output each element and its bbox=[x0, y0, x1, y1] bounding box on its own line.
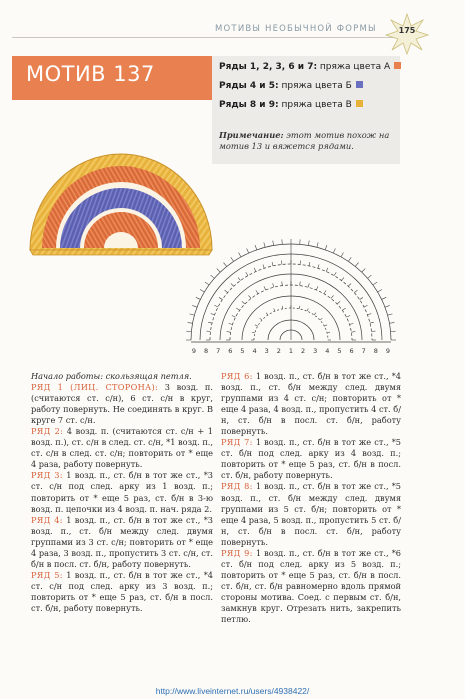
stitch-tick bbox=[238, 277, 240, 280]
stitch-tick bbox=[368, 275, 372, 278]
stitch-tick bbox=[217, 269, 221, 273]
row-marker: 4 bbox=[325, 347, 330, 355]
stitch-tick bbox=[266, 313, 268, 315]
stitch-tick bbox=[324, 325, 327, 326]
note-text: этот мотив похож на мотив 13 и вяжется рядами. bbox=[219, 130, 390, 151]
row-marker: 6 bbox=[228, 347, 233, 355]
instructions-left bbox=[31, 371, 213, 614]
stitch-tick bbox=[350, 323, 354, 324]
legend-swatch-c bbox=[356, 100, 363, 107]
stitch-tick bbox=[378, 290, 382, 293]
instruction-row-6: РЯД 6: 1 возд. п., ст. б/н в тот же ст., *4 возд. п., ст. б/н между след. двумя группами из 4 ст. с/н; повторить от * еще 4 раза, 4 возд. п., пропустить 4 ст. б/н, ст. б/н в посл. ст. б/н, работу повернуть. bbox=[221, 371, 401, 437]
stitch-tick bbox=[364, 305, 368, 307]
instruction-row-2: РЯД 2: 4 возд. п. (считаются ст. с/н + 1 возд. п.), ст. с/н в след. ст. с/н, *1 возд. п., ст. с/н в след. ст. с/н; повторить от * еще 4 раза, работу повернуть. bbox=[31, 426, 213, 470]
stitch-tick bbox=[231, 257, 234, 261]
row-marker: 4 bbox=[252, 347, 257, 355]
row-marker: 2 bbox=[276, 347, 281, 355]
stitch-tick bbox=[360, 297, 363, 299]
motif-title: МОТИВ 137 bbox=[26, 62, 155, 86]
stitch-tick bbox=[274, 308, 275, 311]
stitch-tick bbox=[354, 290, 357, 292]
page-number: 175 bbox=[398, 26, 416, 35]
stitch-tick bbox=[232, 315, 236, 317]
row-marker: 5 bbox=[337, 347, 342, 355]
stitch-tick bbox=[263, 264, 264, 268]
stitch-tick bbox=[342, 277, 344, 280]
legend-row-b bbox=[219, 81, 363, 91]
stitch-tick bbox=[239, 253, 242, 257]
stitch-tick bbox=[264, 242, 265, 247]
legend-row-a-label: Ряды 1, 2, 3, 6 и 7: bbox=[219, 62, 318, 72]
stitch-tick bbox=[331, 295, 334, 298]
stitch-tick bbox=[208, 322, 212, 323]
stitch-tick bbox=[385, 305, 390, 307]
stitch-tick bbox=[316, 286, 318, 290]
stitch-tick bbox=[389, 322, 394, 323]
stitch-tick bbox=[307, 308, 308, 311]
stitch-tick bbox=[188, 322, 193, 323]
stitch-tick bbox=[282, 306, 283, 309]
legend-row-b-text: пряжа цвета Б bbox=[278, 81, 352, 91]
stitch-tick bbox=[190, 314, 195, 315]
stitch-tick bbox=[308, 283, 309, 287]
stitch-tick bbox=[225, 290, 228, 292]
stitch-tick bbox=[219, 297, 222, 299]
stitch-tick bbox=[341, 253, 344, 257]
row-marker: 7 bbox=[361, 347, 366, 355]
legend-row-c-label: Ряды 8 и 9: bbox=[219, 100, 279, 110]
header-rule bbox=[12, 37, 400, 38]
instructions-right bbox=[221, 371, 401, 625]
stitch-tick bbox=[327, 332, 330, 333]
stitch-tick bbox=[382, 297, 387, 299]
stitch-tick bbox=[388, 314, 393, 315]
note bbox=[219, 130, 397, 152]
stitch-tick bbox=[255, 245, 257, 250]
stitch-tick bbox=[325, 245, 327, 250]
row-marker: 3 bbox=[313, 347, 318, 355]
stitch-tick bbox=[355, 263, 358, 267]
note-label: Примечание: bbox=[219, 130, 284, 140]
stitch-tick bbox=[351, 332, 355, 333]
row-marker: 9 bbox=[191, 347, 197, 355]
stitch-tick bbox=[227, 332, 231, 333]
stitch-tick bbox=[282, 282, 283, 286]
stitch-tick bbox=[256, 290, 258, 293]
stitch-tick bbox=[367, 314, 371, 315]
instruction-row-5: РЯД 5: 1 возд. п., ст. б/н в тот же ст., *4 ст. с/н под след. арку из 3 возд. п.; повторить от * еще 5 раз, ст. б/н в посл. ст. б/н, работу повернуть. bbox=[31, 569, 213, 613]
row-marker: 1 bbox=[288, 347, 294, 355]
legend-row-c-text: пряжа цвета В bbox=[278, 100, 352, 110]
row-marker: 3 bbox=[264, 347, 269, 355]
stitch-tick bbox=[264, 286, 266, 290]
stitch-tick bbox=[317, 242, 318, 247]
stitch-tick bbox=[348, 257, 351, 261]
stitch-tick bbox=[196, 297, 201, 299]
instruction-row-9: РЯД 9: 1 возд. п., ст. б/н в тот же ст., *6 ст. б/н под след. арку из 5 возд. п.; повторить от * еще 5 раз, ст. б/н в посл. ст. б/н, ст. б/н равномерно вдоль прямой стороны мотива. Соед. с первым ст. б/н, замкнув круг. Отрезать нить, закрепить петлю. bbox=[221, 547, 401, 625]
stitch-tick bbox=[299, 306, 300, 309]
stitch-tick bbox=[211, 314, 215, 315]
stitch-tick bbox=[342, 308, 345, 310]
instruction-intro: Начало работы: скользящая петля. bbox=[31, 371, 192, 381]
legend-swatch-b bbox=[356, 81, 363, 88]
stitch-tick bbox=[348, 283, 351, 286]
stitch-tick bbox=[333, 248, 335, 253]
stitch-tick bbox=[252, 332, 255, 333]
stitch-tick bbox=[273, 283, 274, 287]
stitch-tick bbox=[337, 301, 340, 304]
stitch-tick bbox=[224, 263, 227, 267]
stitch-tick bbox=[246, 272, 248, 275]
stitch-tick bbox=[346, 315, 350, 317]
stitch-tick bbox=[260, 318, 262, 320]
section-title: МОТИВЫ НЕОБЫЧНОЙ ФОРМЫ bbox=[215, 24, 377, 34]
row-marker: 2 bbox=[301, 347, 306, 355]
stitch-tick bbox=[314, 313, 316, 315]
stitch-tick bbox=[248, 295, 251, 298]
stitch-tick bbox=[200, 290, 204, 293]
stitch-tick bbox=[229, 323, 233, 324]
stitch-tick bbox=[324, 290, 326, 293]
legend-row-a bbox=[219, 62, 401, 72]
stitch-tick bbox=[373, 282, 377, 285]
stitch-tick bbox=[255, 325, 258, 326]
stitch-tick bbox=[214, 305, 218, 307]
legend-swatch-a bbox=[394, 62, 401, 69]
legend-row-c bbox=[219, 100, 363, 110]
stitch-tick bbox=[300, 282, 301, 286]
stitch-tick bbox=[309, 262, 310, 266]
stitch-tick bbox=[272, 262, 273, 266]
stitch-tick bbox=[318, 264, 319, 268]
instruction-row-8: РЯД 8: 1 возд. п., ст. б/н в тот же ст., *5 возд. п., ст. б/н между след. двумя группами из 5 ст. б/н; повторить от * еще 4 раза, 5 возд. п., пропустить 5 ст. б/н, ст. б/н в посл. ст. б/н, работу повернуть. bbox=[221, 481, 401, 547]
stitch-tick bbox=[192, 305, 197, 307]
stitch-tick bbox=[254, 268, 256, 272]
row-marker: 8 bbox=[204, 347, 209, 355]
stitch-tick bbox=[320, 318, 322, 320]
legend-row-a-text: пряжа цвета А bbox=[317, 62, 391, 72]
stitch-tick bbox=[273, 241, 274, 246]
stitch-tick bbox=[236, 308, 239, 310]
stitch-tick bbox=[205, 282, 209, 285]
stitch-tick bbox=[362, 269, 366, 273]
instruction-row-1: РЯД 1 (ЛИЦ. СТОРОНА): 3 возд. п. (считаются ст. с/н), 6 ст. с/н в круг, работу повернуть. Не соединять в круг. В круге 7 ст. с/н. bbox=[31, 382, 213, 426]
watermark-link[interactable]: http://www.liveinternet.ru/users/4938422/ bbox=[155, 686, 310, 696]
stitch-tick bbox=[247, 248, 249, 253]
stitch-tick bbox=[308, 241, 309, 246]
stitch-tick bbox=[326, 268, 328, 272]
instruction-row-4: РЯД 4: 1 возд. п., ст. б/н в тот же ст., *3 возд. п., ст. б/н между след. двумя группами из 3 ст. с/н; повторить от * еще 4 раза, 3 возд. п., пропустить 3 ст. с/н, ст. б/н в посл. ст. б/н, работу повернуть. bbox=[31, 514, 213, 569]
legend-row-b-label: Ряды 4 и 5: bbox=[219, 81, 279, 91]
stitch-tick bbox=[231, 283, 234, 286]
row-marker: 6 bbox=[349, 347, 354, 355]
stitch-tick bbox=[211, 275, 215, 278]
crochet-chart bbox=[180, 220, 402, 360]
row-marker: 5 bbox=[240, 347, 245, 355]
stitch-tick bbox=[242, 301, 245, 304]
stitch-tick bbox=[334, 272, 336, 275]
stitch-tick bbox=[370, 322, 374, 323]
instruction-row-7: РЯД 7: 1 возд. п., ст. б/н в тот же ст., *5 ст. б/н под след. арку из 4 возд. п.; повторить от * еще 5 раз, ст. б/н в посл. ст. б/н, работу повернуть. bbox=[221, 437, 401, 481]
row-marker: 8 bbox=[373, 347, 378, 355]
row-marker: 9 bbox=[385, 347, 391, 355]
row-marker: 7 bbox=[216, 347, 221, 355]
instruction-row-3: РЯД 3: 1 возд. п., ст. б/н в тот же ст., *3 ст. с/н под след. арку из 1 возд. п.; повторить от * еще 5 раз, ст. б/н в 3-ю возд. п. цепочки из 4 возд. п. нач. ряда 2. bbox=[31, 470, 213, 514]
